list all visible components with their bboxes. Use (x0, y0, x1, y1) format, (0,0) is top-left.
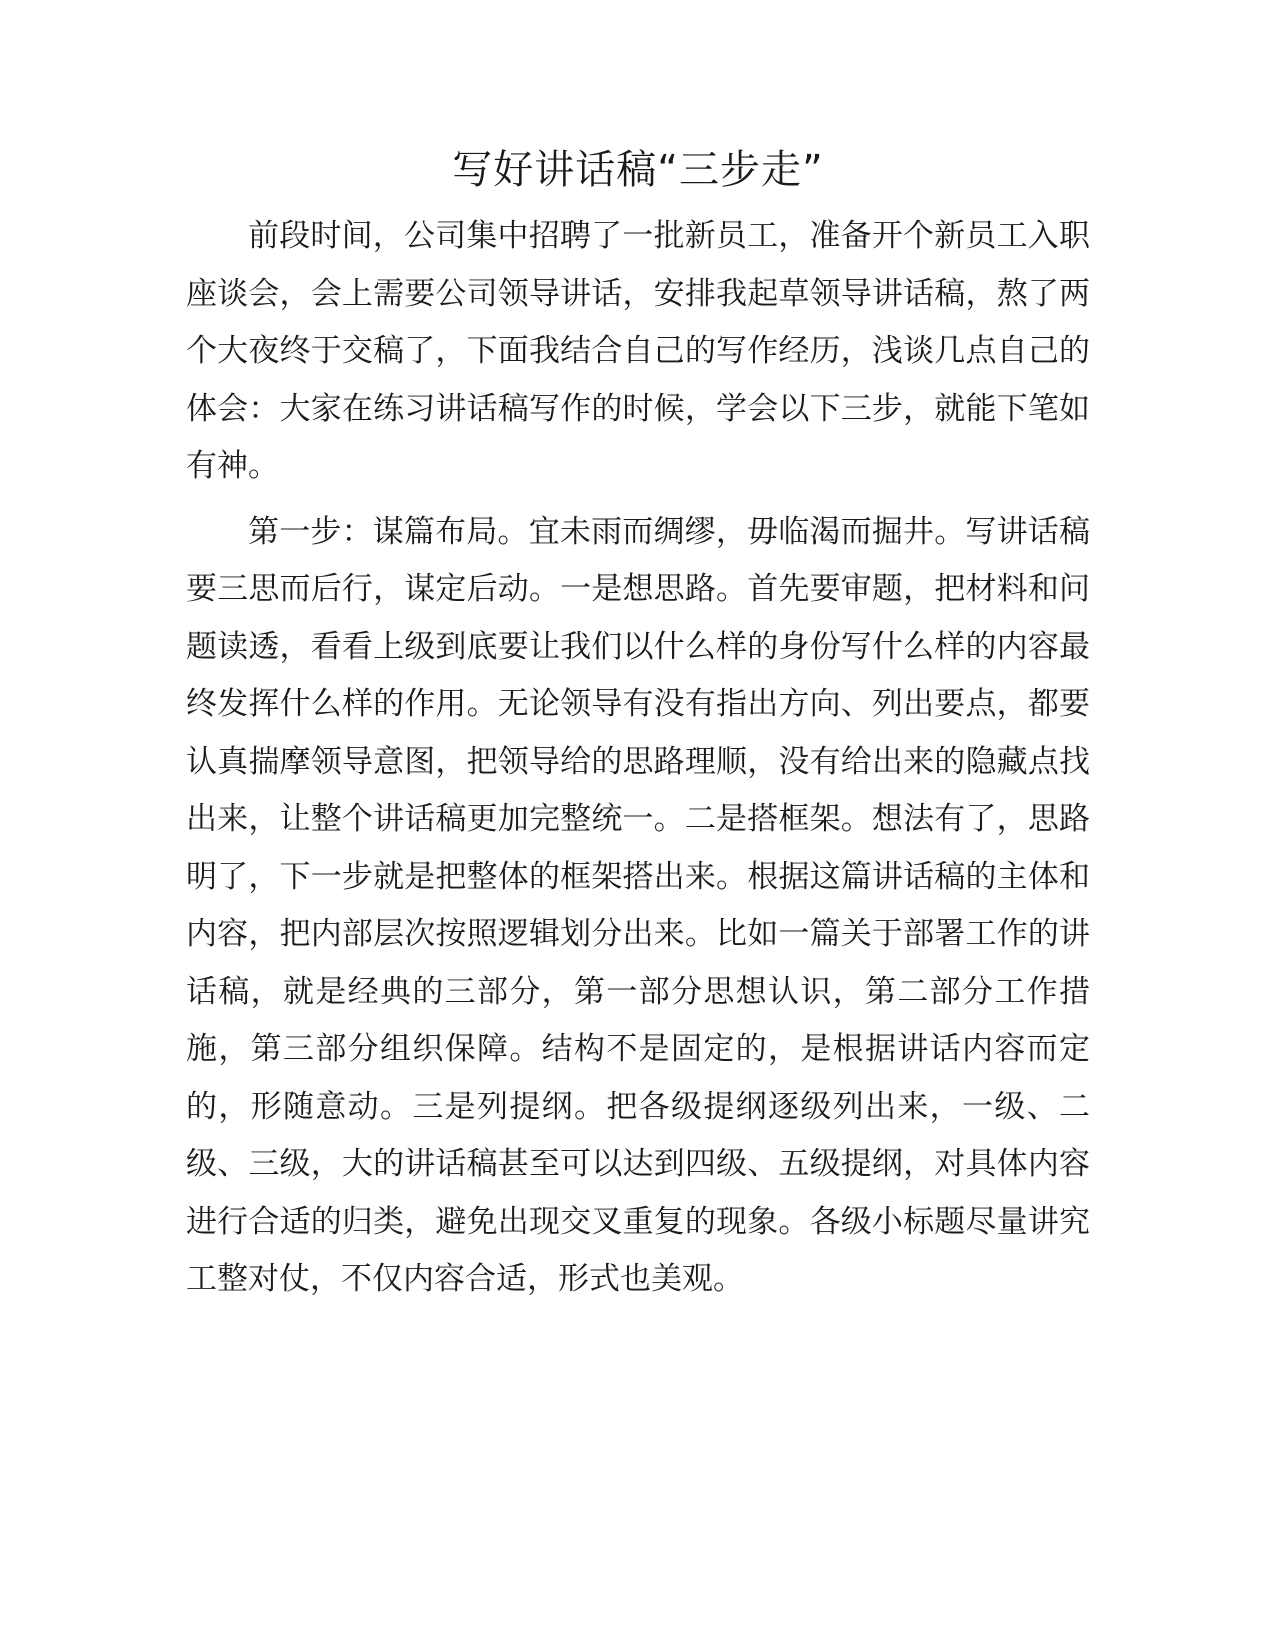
paragraph-intro: 前段时间，公司集中招聘了一批新员工，准备开个新员工入职座谈会，会上需要公司领导讲话，安排我起草领导讲话稿，熬了两个大夜终于交稿了，下面我结合自己的写作经历，浅谈几点自己的体会：大家在练习讲话稿写作的时候，学会以下三步，就能下笔如有神。 (186, 218, 1090, 484)
document-title: 写好讲话稿“三步走” (452, 147, 824, 193)
paragraph-step-one: 第一步：谋篇布局。宜未雨而绸缪，毋临渴而掘井。写讲话稿要三思而后行，谋定后动。一是想思路。首先要审题，把材料和问题读透，看看上级到底要让我们以什么样的身份写什么样的内容最终发挥什么样的作用。无论领导有没有指出方向、列出要点，都要认真揣摩领导意图，把领导给的思路理顺，没有给出来的隐藏点找出来，让整个讲话稿更加完整统一。二是搭框架。想法有了，思路明了，下一步就是把整体的框架搭出来。根据这篇讲话稿的主体和内容，把内部层次按照逻辑划分出来。比如一篇关于部署工作的讲话稿，就是经典的三部分，第一部分思想认识，第二部分工作措施，第三部分组织保障。结构不是固定的，是根据讲话内容而定的，形随意动。三是列提纲。把各级提纲逐级列出来，一级、二级、三级，大的讲话稿甚至可以达到四级、五级提纲，对具体内容进行合适的归类，避免出现交叉重复的现象。各级小标题尽量讲究工整对仗，不仅内容合适，形式也美观。 (186, 513, 1090, 1297)
document-body (186, 140, 1090, 1317)
